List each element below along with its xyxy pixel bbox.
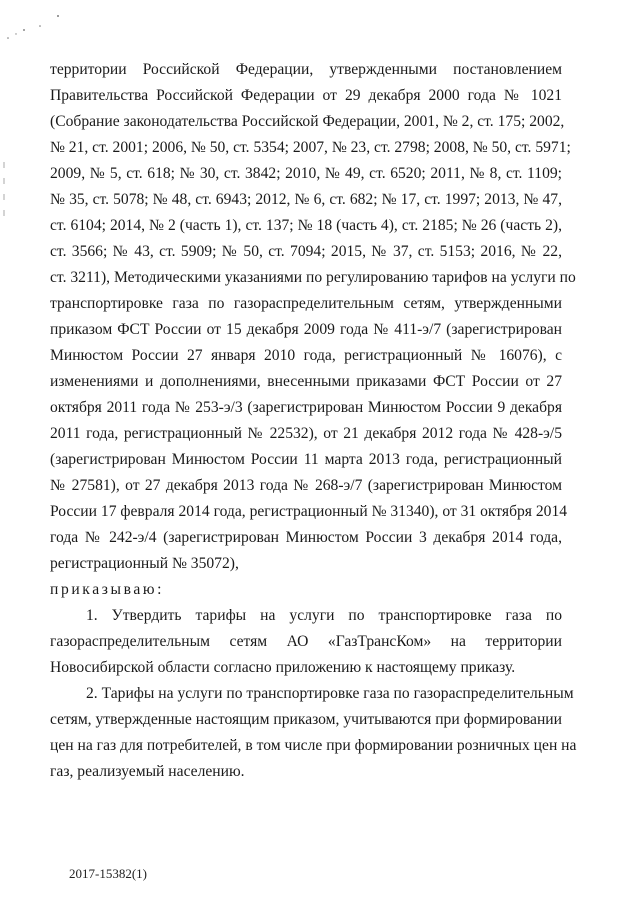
preamble-line: Правительства Российской Федерации от 29 декабря 2000 года № 1021 <box>50 87 562 104</box>
document-body <box>50 57 577 785</box>
order-item-line: Новосибирской области согласно приложению к настоящему приказу. <box>50 659 516 676</box>
order-item-line: цен на газ для потребителей, в том числе при формировании розничных цен на <box>50 737 577 754</box>
preamble-line: 2011 года, регистрационный № 22532), от 21 декабря 2012 года № 428-э/5 <box>50 425 562 442</box>
preamble-line: ст. 6104; 2014, № 2 (часть 1), ст. 137; № 18 (часть 4), ст. 2185; № 26 (часть 2), <box>50 217 562 234</box>
preamble-line: ст. 3211), Методическими указаниями по регулированию тарифов на услуги по <box>50 269 576 286</box>
preamble-line: № 27581), от 27 декабря 2013 года № 268-э/7 (зарегистрирован Минюстом <box>50 477 562 494</box>
order-item-line: сетям, утвержденные настоящим приказом, учитываются при формировании <box>50 711 562 728</box>
preamble-line: (Собрание законодательства Российской Федерации, 2001, № 2, ст. 175; 2002, <box>50 113 565 130</box>
scan-specks <box>0 0 120 60</box>
preamble-line: октября 2011 года № 253-э/3 (зарегистрирован Минюстом России 9 декабря <box>50 399 562 416</box>
order-item-line: газораспределительным сетям АО «ГазТрансКом» на территории <box>50 633 562 650</box>
order-item-2 <box>50 681 577 785</box>
order-word: приказываю: <box>50 581 165 598</box>
preamble-line: года № 242-э/4 (зарегистрирован Минюстом России 3 декабря 2014 года, <box>50 529 562 546</box>
order-item-1 <box>50 603 562 681</box>
preamble-line: 2009, № 5, ст. 618; № 30, ст. 3842; 2010, № 49, ст. 6520; 2011, № 8, ст. 1109; <box>50 165 562 182</box>
preamble-line: регистрационный № 35072), <box>50 555 239 572</box>
order-item-line: газ, реализуемый населению. <box>50 763 245 780</box>
preamble-line: изменениями и дополнениями, внесенными приказами ФСТ России от 27 <box>50 373 562 390</box>
preamble-line: России 17 февраля 2014 года, регистрационный № 31340), от 31 октября 2014 <box>50 503 568 520</box>
preamble-line: (зарегистрирован Минюстом России 11 марта 2013 года, регистрационный <box>50 451 562 468</box>
preamble-line: Минюстом России 27 января 2010 года, регистрационный № 16076), с <box>50 347 562 364</box>
preamble-line: № 21, ст. 2001; 2006, № 50, ст. 5354; 2007, № 23, ст. 2798; 2008, № 50, ст. 5971; <box>50 139 571 156</box>
preamble-line: ст. 3566; № 43, ст. 5909; № 50, ст. 7094; 2015, № 37, ст. 5153; 2016, № 22, <box>50 243 562 260</box>
order-item-line: 1. Утвердить тарифы на услуги по транспортировке газа по <box>86 607 562 624</box>
preamble-paragraph <box>50 57 576 577</box>
preamble-line: приказом ФСТ России от 15 декабря 2009 года № 411-э/7 (зарегистрирован <box>50 321 562 338</box>
preamble-line: транспортировке газа по газораспределительным сетям, утвержденными <box>50 295 562 312</box>
margin-marks <box>0 160 12 240</box>
order-item-line: 2. Тарифы на услуги по транспортировке газа по газораспределительным <box>86 685 574 702</box>
preamble-line: территории Российской Федерации, утвержденными постановлением <box>50 61 562 78</box>
document-code: 2017-15382(1) <box>69 866 147 881</box>
preamble-line: № 35, ст. 5078; № 48, ст. 6943; 2012, № 6, ст. 682; № 17, ст. 1997; 2013, № 47, <box>50 191 562 208</box>
